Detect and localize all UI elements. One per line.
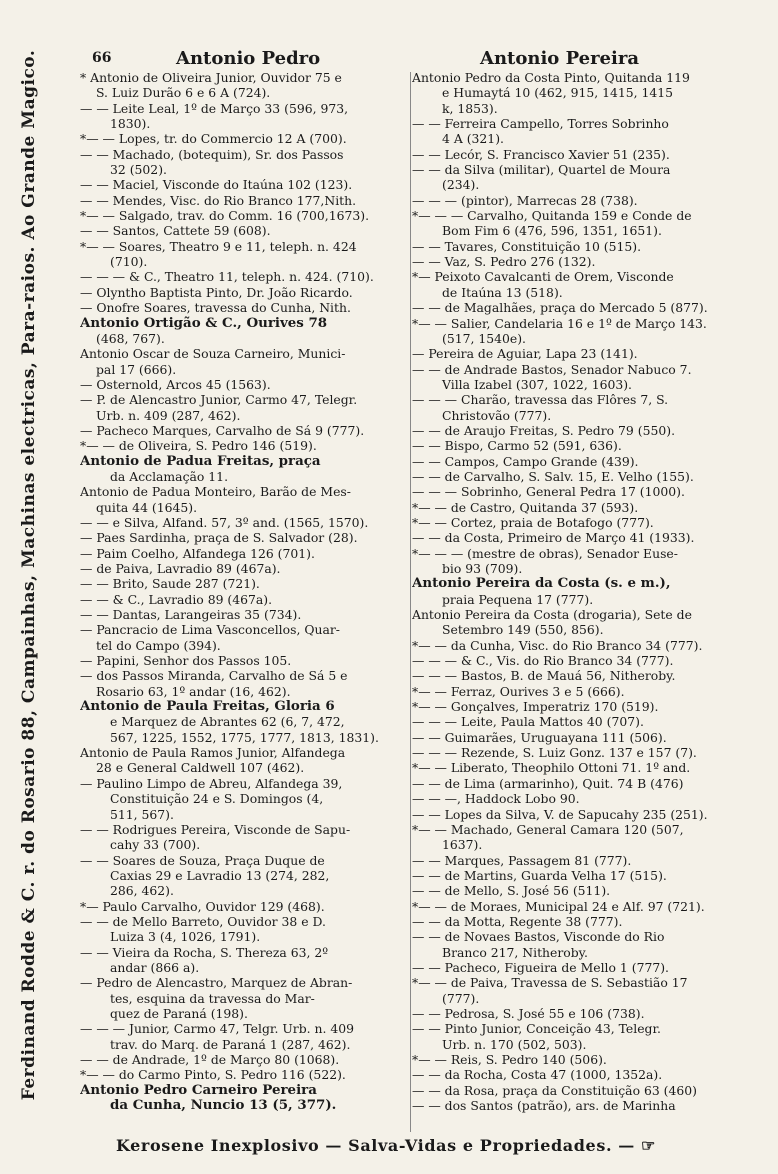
directory-entry: — Pancracio de Lima Vasconcellos, Quar- xyxy=(80,622,340,638)
directory-entry: — — Pedrosa, S. José 55 e 106 (738). xyxy=(412,1005,645,1021)
directory-entry: trav. do Marq. de Paraná 1 (287, 462). xyxy=(110,1036,351,1052)
directory-entry: — P. de Alencastro Junior, Carmo 47, Telegr. xyxy=(80,392,358,408)
entry-heading: Antonio de Padua Freitas, praça xyxy=(80,453,321,469)
directory-entry: — — & C., Lavradio 89 (467a). xyxy=(80,591,273,607)
directory-entry: *— — — (mestre de obras), Senador Euse- xyxy=(412,545,678,561)
directory-entry: — — Ferreira Campello, Torres Sobrinho xyxy=(412,116,669,132)
directory-entry: Antonio de Paula Ramos Junior, Alfandega xyxy=(80,745,346,761)
directory-entry: — — da Costa, Primeiro de Março 41 (1933). xyxy=(412,530,695,546)
directory-entry: — — Pinto Junior, Conceição 43, Telegr. xyxy=(412,1021,661,1037)
column-divider xyxy=(410,72,411,1132)
directory-entry: — — Marques, Passagem 81 (777). xyxy=(412,852,632,868)
directory-entry: — — de Carvalho, S. Salv. 15, E. Velho (155). xyxy=(412,468,694,484)
directory-entry: — — Bispo, Carmo 52 (591, 636). xyxy=(412,438,622,454)
directory-entry: — — da Rosa, praça da Constituição 63 (460) xyxy=(412,1082,697,1098)
directory-entry: — — de Lima (armarinho), Quit. 74 B (476) xyxy=(412,775,684,791)
directory-entry: Antonio Oscar de Souza Carneiro, Munici- xyxy=(80,346,346,362)
directory-entry: — — — (pintor), Marrecas 28 (738). xyxy=(412,192,638,208)
directory-entry: — — Lecór, S. Francisco Xavier 51 (235). xyxy=(412,146,670,162)
directory-entry: — — de Novaes Bastos, Visconde do Rio xyxy=(412,929,665,945)
directory-entry: — Pacheco Marques, Carvalho de Sá 9 (777). xyxy=(80,422,365,438)
directory-entry: — — — Bastos, B. de Mauá 56, Nitheroby. xyxy=(412,668,676,684)
directory-entry: — — de Mello, S. José 56 (511). xyxy=(412,883,611,899)
directory-entry: — — da Silva (militar), Quartel de Moura xyxy=(412,162,671,178)
directory-entry: — — — Leite, Paula Mattos 40 (707). xyxy=(412,714,644,730)
directory-entry: — — e Silva, Alfand. 57, 3º and. (1565, 1570). xyxy=(80,514,369,530)
directory-entry: *— — Salgado, trav. do Comm. 16 (700,1673). xyxy=(80,208,370,224)
directory-entry: *— — Machado, General Camara 120 (507, xyxy=(412,821,684,837)
directory-entry: — — de Andrade, 1º de Março 80 (1068). xyxy=(80,1052,340,1067)
directory-entry: — — de Magalhães, praça do Mercado 5 (877). xyxy=(412,300,708,316)
directory-entry: 4 A (321). xyxy=(442,131,504,147)
directory-entry: Caxias 29 e Lavradio 13 (274, 282, xyxy=(110,867,330,883)
directory-entry: S. Luiz Durão 6 e 6 A (724). xyxy=(96,85,271,101)
directory-entry: bio 93 (709). xyxy=(442,561,523,576)
directory-entry: — — da Rocha, Costa 47 (1000, 1352a). xyxy=(412,1067,663,1083)
directory-entry: — — dos Santos (patrão), ars. de Marinha xyxy=(412,1098,676,1114)
entry-heading: Antonio Pedro Carneiro Pereira xyxy=(80,1082,317,1098)
directory-entry: 28 e General Caldwell 107 (462). xyxy=(96,760,305,776)
directory-entry: *— Peixoto Cavalcanti de Orem, Visconde xyxy=(412,269,674,285)
directory-entry: *— — Reis, S. Pedro 140 (506). xyxy=(412,1052,607,1067)
directory-entry: — Pedro de Alencastro, Marquez de Abran- xyxy=(80,975,353,991)
directory-entry: 1830). xyxy=(110,116,151,132)
directory-entry: 1637). xyxy=(442,837,483,853)
right-running-head: Antonio Pereira xyxy=(480,48,639,69)
directory-entry: Setembro 149 (550, 856). xyxy=(442,622,604,638)
directory-entry: — — de Martins, Guarda Velha 17 (515). xyxy=(412,867,667,883)
directory-entry: *— — Cortez, praia de Botafogo (777). xyxy=(412,514,654,530)
directory-entry: Antonio Pedro da Costa Pinto, Quitanda 119 xyxy=(412,70,690,85)
directory-entry: Bom Fim 6 (476, 596, 1351, 1651). xyxy=(442,223,662,239)
side-advertisement: Ferdinand Rodde & C. r. do Rosario 88, Campainhas, Machinas electricas, Para-raios. Ao Grande Magico. xyxy=(19,49,39,1101)
directory-entry: pal 17 (666). xyxy=(96,361,177,377)
directory-entry: *— Paulo Carvalho, Ouvidor 129 (468). xyxy=(80,898,325,914)
directory-entry: — dos Passos Miranda, Carvalho de Sá 5 e xyxy=(80,668,348,684)
footer-advertisement: Kerosene Inexplosivo — Salva-Vidas e Propriedades. — ☞ xyxy=(116,1136,657,1155)
entry-heading: Antonio de Paula Freitas, Gloria 6 xyxy=(80,699,335,715)
directory-entry: — — Pacheco, Figueira de Mello 1 (777). xyxy=(412,959,669,975)
directory-entry: *— — Ferraz, Ourives 3 e 5 (666). xyxy=(412,683,625,699)
directory-entry: *— — Liberato, Theophilo Ottoni 71. 1º and. xyxy=(412,760,691,776)
directory-entry: cahy 33 (700). xyxy=(110,837,201,853)
directory-entry: (777). xyxy=(442,990,480,1006)
directory-entry: Branco 217, Nitheroby. xyxy=(442,944,588,960)
directory-entry: Constituição 24 e S. Domingos (4, xyxy=(110,791,324,807)
directory-entry: — — Mendes, Visc. do Rio Branco 177,Nith. xyxy=(80,192,357,208)
entry-heading: da Cunha, Nuncio 13 (5, 377). xyxy=(110,1098,337,1114)
directory-entry: — de Paiva, Lavradio 89 (467a). xyxy=(80,561,281,576)
directory-entry: — — — & C., Vis. do Rio Branco 34 (777). xyxy=(412,653,674,669)
left-column xyxy=(80,70,410,1113)
directory-entry: — Papini, Senhor dos Passos 105. xyxy=(80,653,292,669)
directory-entry: 567, 1225, 1552, 1775, 1777, 1813, 1831). xyxy=(110,729,379,745)
directory-entry: Antonio de Padua Monteiro, Barão de Mes- xyxy=(80,484,351,500)
directory-entry: 511, 567). xyxy=(110,806,174,822)
directory-entry: *— — de Oliveira, S. Pedro 146 (519). xyxy=(80,438,317,454)
directory-entry: — — de Mello Barreto, Ouvidor 38 e D. xyxy=(80,913,326,929)
directory-entry: *— — Salier, Candelaria 16 e 1º de Março 143. xyxy=(412,315,707,331)
left-running-head: Antonio Pedro xyxy=(176,48,321,69)
directory-entry: tel do Campo (394). xyxy=(96,637,221,653)
directory-entry: Rosario 63, 1º andar (16, 462). xyxy=(96,683,291,699)
directory-entry: Urb. n. 409 (287, 462). xyxy=(96,407,241,423)
directory-entry: — — da Motta, Regente 38 (777). xyxy=(412,913,623,929)
entry-heading: Antonio Ortigão & C., Ourives 78 xyxy=(80,315,328,331)
directory-entry: — — Guimarães, Uruguayana 111 (506). xyxy=(412,729,667,745)
directory-entry: — — Rodrigues Pereira, Visconde de Sapu- xyxy=(80,821,351,837)
directory-entry: — — —, Haddock Lobo 90. xyxy=(412,791,580,807)
right-column xyxy=(412,70,768,1113)
directory-entry: tes, esquina da travessa do Mar- xyxy=(110,990,315,1006)
directory-entry: — Paulino Limpo de Abreu, Alfandega 39, xyxy=(80,775,343,791)
directory-entry: * Antonio de Oliveira Junior, Ouvidor 75 e xyxy=(80,70,342,85)
directory-entry: *— — do Carmo Pinto, S. Pedro 116 (522). xyxy=(80,1067,346,1083)
directory-entry: — — — Sobrinho, General Pedra 17 (1000). xyxy=(412,484,685,500)
directory-entry: — — — Charão, travessa das Flôres 7, S. xyxy=(412,392,669,408)
directory-entry: da Acclamação 11. xyxy=(110,468,229,484)
directory-entry: — — Campos, Campo Grande (439). xyxy=(412,453,639,469)
directory-entry: Urb. n. 170 (502, 503). xyxy=(442,1036,587,1052)
directory-entry: — — Tavares, Constituição 10 (515). xyxy=(412,238,642,254)
directory-entry: (234). xyxy=(442,177,480,193)
directory-entry: *— — de Paiva, Travessa de S. Sebastião 17 xyxy=(412,975,688,991)
directory-entry: de Itaúna 13 (518). xyxy=(442,284,563,300)
directory-entry: (517, 1540e). xyxy=(442,330,526,346)
directory-entry: — — — & C., Theatro 11, teleph. n. 424. (710). xyxy=(80,269,374,285)
directory-entry: *— — — Carvalho, Quitanda 159 e Conde de xyxy=(412,208,692,224)
directory-entry: (710). xyxy=(110,254,148,270)
directory-entry: Villa Izabel (307, 1022, 1603). xyxy=(442,376,632,392)
directory-entry: — — Vieira da Rocha, S. Thereza 63, 2º xyxy=(80,944,329,960)
directory-entry: — — — Junior, Carmo 47, Telgr. Urb. n. 409 xyxy=(80,1021,355,1037)
directory-entry: — — Brito, Saude 287 (721). xyxy=(80,576,260,592)
directory-entry: e Humaytá 10 (462, 915, 1415, 1415 xyxy=(442,85,674,101)
page-number: 66 xyxy=(92,50,112,66)
directory-entry: *— — Soares, Theatro 9 e 11, teleph. n. 424 xyxy=(80,238,357,254)
directory-entry: (468, 767). xyxy=(96,330,165,346)
directory-entry: e Marquez de Abrantes 62 (6, 7, 472, xyxy=(110,714,345,730)
directory-entry: — Onofre Soares, travessa do Cunha, Nith. xyxy=(80,300,351,316)
directory-entry: — — Lopes da Silva, V. de Sapucahy 235 (251). xyxy=(412,806,708,822)
directory-entry: Christovão (777). xyxy=(442,407,552,423)
directory-entry: *— — de Castro, Quitanda 37 (593). xyxy=(412,499,639,515)
directory-entry: — — de Araujo Freitas, S. Pedro 79 (550). xyxy=(412,422,676,438)
directory-entry: — — Soares de Souza, Praça Duque de xyxy=(80,852,325,868)
directory-entry: — — Leite Leal, 1º de Março 33 (596, 973, xyxy=(80,100,349,116)
directory-entry: — Osternold, Arcos 45 (1563). xyxy=(80,376,271,392)
directory-entry: — — Machado, (botequim), Sr. dos Passos xyxy=(80,146,344,162)
entry-heading: Antonio Pereira da Costa (s. e m.), xyxy=(412,576,671,592)
directory-entry: — — Dantas, Larangeiras 35 (734). xyxy=(80,607,302,623)
directory-entry: Luiza 3 (4, 1026, 1791). xyxy=(110,929,261,945)
directory-entry: — — de Andrade Bastos, Senador Nabuco 7. xyxy=(412,361,692,377)
directory-entry: 32 (502). xyxy=(110,162,167,178)
directory-entry: — — Vaz, S. Pedro 276 (132). xyxy=(412,254,596,270)
directory-entry: — — — Rezende, S. Luiz Gonz. 137 e 157 (7). xyxy=(412,745,697,761)
directory-entry: praia Pequena 17 (777). xyxy=(442,591,594,607)
directory-entry: quita 44 (1645). xyxy=(96,499,198,515)
directory-entry: *— — da Cunha, Visc. do Rio Branco 34 (777). xyxy=(412,637,703,653)
directory-entry: — — Santos, Cattete 59 (608). xyxy=(80,223,271,239)
directory-entry: — — Maciel, Visconde do Itaúna 102 (123). xyxy=(80,177,353,193)
directory-entry: — Paim Coelho, Alfandega 126 (701). xyxy=(80,545,315,561)
directory-entry: — Paes Sardinha, praça de S. Salvador (28). xyxy=(80,530,358,546)
directory-entry: 286, 462). xyxy=(110,883,174,899)
directory-entry: — Olyntho Baptista Pinto, Dr. João Ricardo. xyxy=(80,284,353,300)
directory-entry: — Pereira de Aguiar, Lapa 23 (141). xyxy=(412,346,638,362)
directory-entry: quez de Paraná (198). xyxy=(110,1005,248,1021)
directory-entry: Antonio Pereira da Costa (drogaria), Sete de xyxy=(412,607,692,623)
directory-entry: *— — Gonçalves, Imperatriz 170 (519). xyxy=(412,699,659,715)
directory-entry: *— — de Moraes, Municipal 24 e Alf. 97 (721). xyxy=(412,898,705,914)
directory-entry: *— — Lopes, tr. do Commercio 12 A (700). xyxy=(80,131,347,147)
directory-entry: andar (866 a). xyxy=(110,959,200,975)
directory-entry: k, 1853). xyxy=(442,100,498,116)
